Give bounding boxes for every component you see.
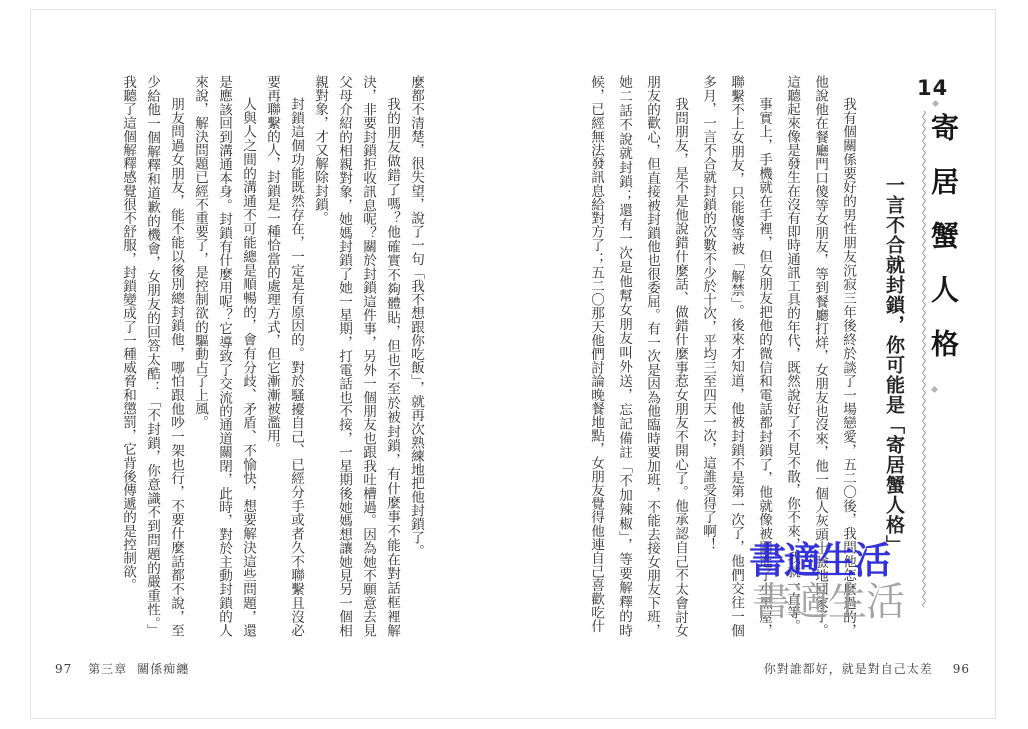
chapter-title: 寄居蟹人格: [927, 113, 960, 383]
paragraph: 事實上，手機就在手裡，但女朋友把他的微信和電話都封鎖了，他就像被關進了小黑屋，聯繫不上女朋友，只能傻等被「解禁」。後來才知道，他被封鎖不是第一次了，他們交往一個多月，一言不合就封鎖的次數不少於十次，平均三至四天一次，這誰受得了啊！: [700, 75, 772, 637]
chapter-subtitle: 一言不合就封鎖，你可能是「寄居蟹人格」: [883, 175, 905, 555]
paragraph: 人與人之間的溝通不可能總是順暢的，會有分歧、矛盾、不愉快，想要解決這些問題，還是應該回到溝通本身。封鎖有什麼用呢？它導致了交流的通道關閉，此時，對於主動封鎖的人來說，解決問題已經不重要了，是控制欲的驅動占了上風。: [192, 75, 256, 637]
section-dot-icon: [931, 386, 938, 393]
squiggle-line-icon: [920, 111, 928, 611]
running-head-chapter-label: 第三章: [88, 662, 128, 676]
watermark-gray: 書適生活: [752, 580, 905, 625]
page-number: 97: [55, 662, 73, 676]
paragraph: 我問朋友，是不是他說錯什麼話、做錯什麼事惹女朋友不開心了。他承認自己不太會討女朋友的歡心，但直接被封鎖他也很委屈。有一次是因為他臨時要加班，不能去接女朋友下班，她二話不說就封鎖；還有一次是他幫女朋友叫外送，忘記備註「不加辣椒」，等要解釋的時候，已經無法發訊息給對方了；五二〇那天他們討論晚餐地點，女朋友覺得他連自己喜歡吃什: [588, 75, 688, 637]
paragraph: 我的朋友做錯了嗎？他確實不夠體貼，但也不至於被封鎖，有什麼事不能在對話框裡解決，非要封鎖拒收訊息呢？關於封鎖這件事，另外一個朋友也跟我吐槽過。因為她不願意去見父母介紹的相親對象，她媽封鎖了她一星期，打電話也不接，一星期後她媽想讓她見另一個相親對象，才又解除封鎖。: [312, 75, 400, 637]
chapter-number: 14: [917, 76, 949, 100]
body-text-right: [582, 75, 862, 637]
body-text-left: [116, 75, 428, 637]
paragraph: 我有個關係要好的男性朋友沉寂三年後終於談了一場戀愛，五二〇後，我問他怎麼過的，他說他在餐廳門口傻等女朋友，等到餐廳打烊，女朋友也沒來，他一個人灰頭土臉地回家了。這聽起來像是發生在沒有即時通訊工具的年代，既然說好了不見不散，你不來，我就一直等。: [784, 75, 856, 637]
paragraph: 麼都不清楚，很失望，說了一句「我不想跟你吃飯」，就再次熟練地把他封鎖了。: [408, 75, 424, 558]
page-number: 96: [952, 662, 970, 676]
paragraph: 朋友問過女朋友，能不能以後別總封鎖他，哪怕跟他吵一架也行，不要什麼話都不說，至少給他一個解釋和道歉的機會，女朋友的回答太酷：「不封鎖，你意識不到問題的嚴重性。」我聽了這個解釋感覺很不舒服，封鎖變成了一種威脅和懲罰，它背後傳遞的是控制欲。: [120, 75, 184, 637]
paragraph: 封鎖這個功能既然存在，一定是有原因的。對於騷擾自己、已經分手或者久不聯繫且沒必要再聯繫的人，封鎖是一種恰當的處理方式，但它漸漸被濫用。: [264, 75, 304, 637]
running-head-chapter-name: 關係痴纏: [137, 662, 190, 676]
watermark-blue: 書適生活: [749, 538, 889, 582]
footer-right: [764, 660, 970, 677]
running-head-book-title: 你對誰都好，就是對自己太差: [763, 662, 933, 676]
footer-left: [55, 660, 189, 677]
section-dot-icon: [932, 100, 939, 107]
